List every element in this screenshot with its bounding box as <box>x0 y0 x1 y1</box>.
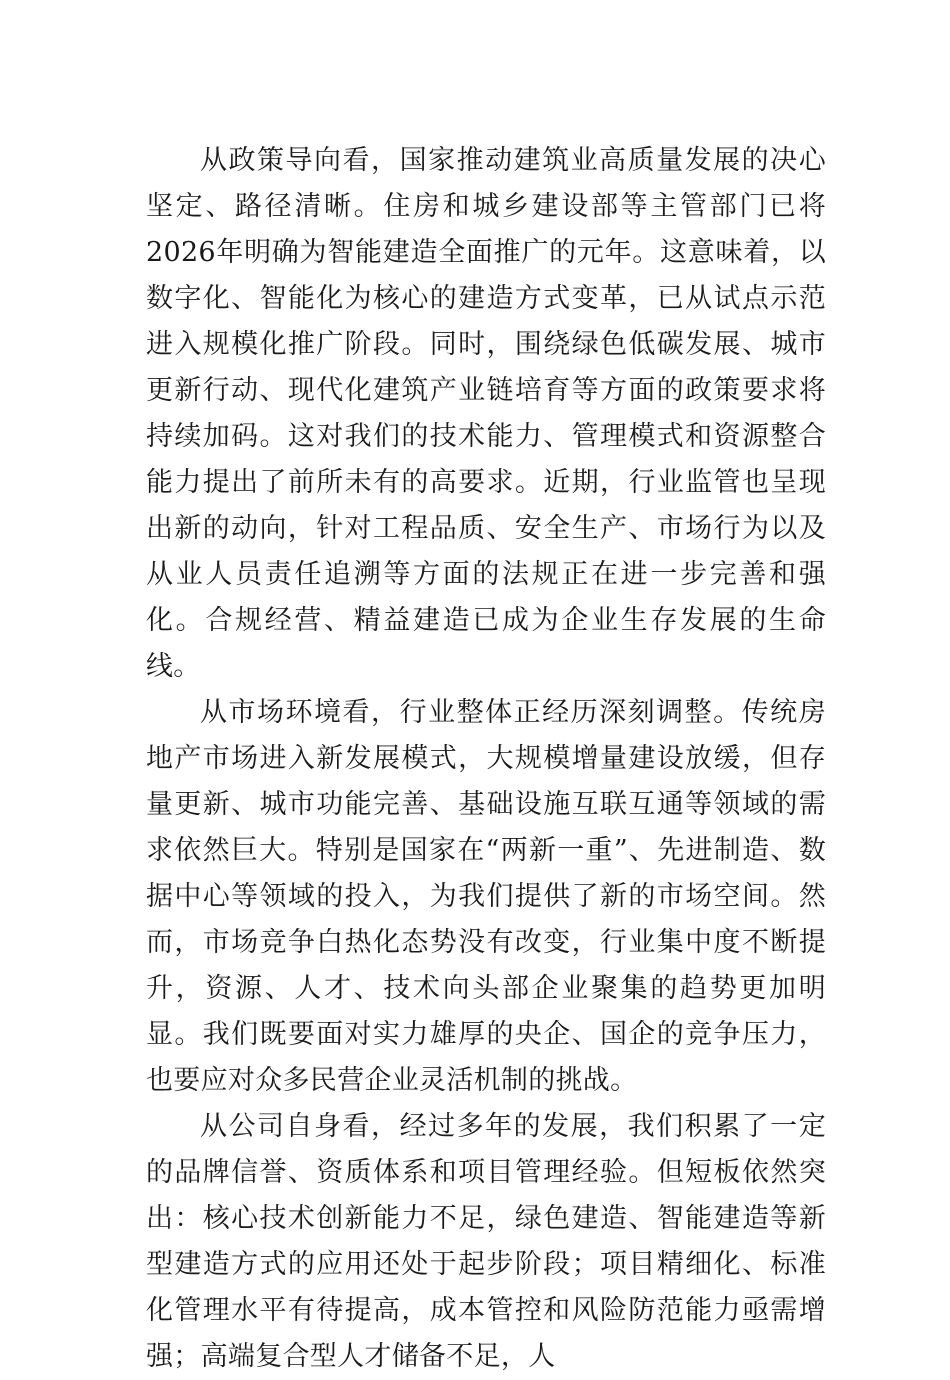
paragraph-company: 从公司自身看，经过多年的发展，我们积累了一定的品牌信誉、资质体系和项目管理经验。但短板依然突出：核心技术创新能力不足，绿色建造、智能建造等新型建造方式的应用还处于起步阶段；项目精细化、标准化管理水平有待提高，成本管控和风险防范能力亟需增强；高端复合型人才储备不足，人 <box>146 1111 826 1372</box>
paragraph-market: 从市场环境看，行业整体正经历深刻调整。传统房地产市场进入新发展模式，大规模增量建设放缓，但存量更新、城市功能完善、基础设施互联互通等领域的需求依然巨大。特别是国家在“两新一重”、先进制造、数据中心等领域的投入，为我们提供了新的市场空间。然而，市场竞争白热化态势没有改变，行业集中度不断提升，资源、人才、技术向头部企业聚集的趋势更加明显。我们既要面对实力雄厚的央企、国企的竞争压力，也要应对众多民营企业灵活机制的挑战。 <box>146 697 826 1096</box>
document-body <box>146 138 826 1380</box>
paragraph-policy: 从政策导向看，国家推动建筑业高质量发展的决心坚定、路径清晰。住房和城乡建设部等主管部门已将2026年明确为智能建造全面推广的元年。这意味着，以数字化、智能化为核心的建造方式变革，已从试点示范进入规模化推广阶段。同时，围绕绿色低碳发展、城市更新行动、现代化建筑产业链培育等方面的政策要求将持续加码。这对我们的技术能力、管理模式和资源整合能力提出了前所未有的高要求。近期，行业监管也呈现出新的动向，针对工程品质、安全生产、市场行为以及从业人员责任追溯等方面的法规正在进一步完善和强化。合规经营、精益建造已成为企业生存发展的生命线。 <box>146 145 826 682</box>
